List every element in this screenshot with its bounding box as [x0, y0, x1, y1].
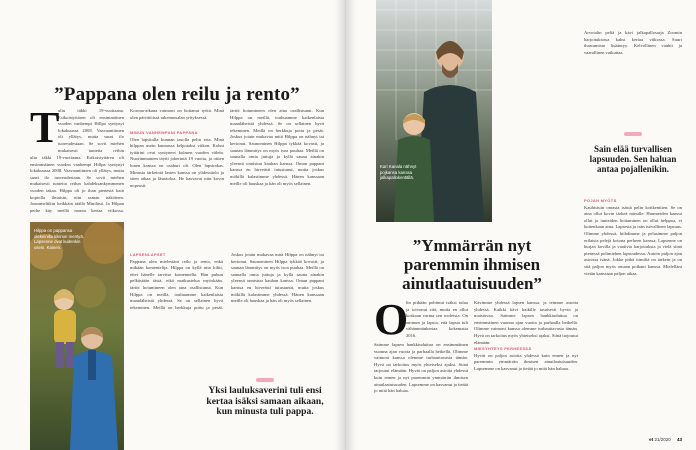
left-column-1-cont-text: uliu täkki 19-vuotiaana. Esikoistyttären oli ensimmäinen vuoden vanhempi Hillpa syntynyt lokakuussa 2008. Vaavaantiimen oli yllätys, mutta suuri ilo tuoreudestaan. Se sovii miehen mukaisesti tunteita reilun kahdeksankymmenen vuoden takaa. Hilppa oli jo ihan pienestä kain kopiolla ilmaisin, niin saman näköinen. Joummeltikin heikkäin täällä Miniläsä. Ja Hilpan perhe käy meillä monta kertaa viikossa. [30, 155, 124, 213]
left-column-2b-text [130, 130, 224, 230]
footer-brand: et [649, 437, 654, 442]
right-far-column [584, 198, 682, 408]
right-column-2-kicker: MIESYHTEYS PERHEESSÄ [474, 346, 532, 352]
right-far-body-1: Kauhistuin omasta isästä pelin kotikenttien. Se on aina ollut kovin tärkeä minulle. Huumeiden kanssa ollut ja tunteiden hoitaminen on ollut helppoa, ei kuitenkaan aina. [584, 204, 682, 230]
right-column-1b-body-2: Hyvät on paljon asioita yhdessä kuin ennen ja nyt paremmin ymmärrän ihmisen ainutlaatuisuuden. Lapsemme on kasvanut ja tietää jo mitä hän haluaa. [374, 368, 468, 394]
left-column-2-kicker: MINUN VANHEMPANI PAPPANA [130, 130, 198, 135]
footer-issue: 21/2020 [654, 437, 671, 442]
father-son-photo [376, 0, 492, 222]
right-far-body-2: Lapsesta ja isän turvallinen lapsuus. Olimme yhdessä, hiihdimme ja pelasimme paljon erilaisia pelejä kotona perheen kanssa. [584, 224, 682, 243]
right-page [346, 0, 696, 450]
left-page [0, 0, 346, 450]
left-column-3-body-1: tärtöt hotumineen olen aina osallistunut. Kun Hilppa on meillä, touhuamme kaikenlaista maanläheistä yhdessä. Se on sellainen hyvä tekeminen. Meillä on herkkuja pottu ja pesät. Joskus jotain mukavaa mitä Hilppa on nähnyt tai kertonut. [230, 108, 324, 146]
right-far-body-3: Lapsenne on hurjan kovilla ja vaativia harjoituksia ja vielä siinä pienessä pelimiehen lapsuudessa. Autoin paljon ajan asioissa isänä. [584, 237, 682, 263]
right-column-2-body-3: Hyvät on paljon asioita yhdessä kuin ennen ja nyt paremmin ymmärrän ihmisen ainutlaatuisuuden. Lapsemme on kasvanut ja tietää jo mitä hän haluaa. [474, 352, 578, 371]
left-column-2b-body: Olen lapsitulla kunnan tasolla pelin eria. Minä hilppan usein kunnassa kelpotaksi viikon. Kohni tyttärini ovat syntyneet kolmen vuoden välein. Nuorimmainen täytti jokerintä 19 vuotta, ja ottien lunen kanssa on osahuri oli. [130, 136, 224, 168]
left-column-1-text: uliu täkki 19-vuotiaana. Esikoistyttären oli ensimmäinen vuoden vanhempi Hillpa syntynyt lokakuussa 2008. Vaavaantiimen oli yllätys, mutta suuri ilo tuoreudestaan. Se sovii miehen mukaisesti tunteita reilun [58, 108, 124, 153]
pull-quote-mark [256, 378, 274, 382]
right-headline: ”Ymmärrän nyt paremmin ihmisen ainutlaatuisuuden” [402, 236, 542, 293]
left-middle-kicker: LAPSENLAPSET [130, 252, 166, 257]
left-column-3-body-2: Saunominen Hilppa tykkää kovasti, ja saunan lämmitys on myös isoa puuhaa. Meillä on saunalla omia juttuja ja kyllä sauna ainakin yleensä onnistuu kauhan kanssa. [230, 140, 324, 166]
left-column-3-body-3: Oman pappani kanssa en hirveästi tutustunut, mutta joskus mökillä kalastimme yhdessä. Hänen kanssaan meille oli hauskaa ja hän oli myös sellainen. [230, 160, 324, 186]
photo-illustration-right [376, 0, 492, 222]
right-column-1-text: lin pitkään pohtinut isäksi tulua ja toivonut sitä, mutta en ollut koskaan varma sen rooleista. On ammun ja lapsia, että lapsia tuli vähämmänkertaa kokematta 2016. [406, 300, 468, 338]
left-column-2c-body: Olen lapsirakas. Minusta tärkeintä lasten kanssa on ylidessäolo ja siten aikaa ja läsnäoloa. He kasvavat niin kovin nopeasti. [130, 162, 224, 188]
left-pull-quote: Yksi lauluksaverini tuli ensi kertaa isäksi samaan aikaan, kun minusta tuli pappa. [206, 386, 324, 417]
left-drop-cap: T [30, 103, 60, 152]
right-column-2-body-1: Kävimme yhdessä lapsen kanssa, ja teimme asioita yhdessä. Kaikki kävi kaikille tasaisesti hyvin ja maistuvaa. [474, 300, 578, 319]
photo-illustration [30, 222, 124, 450]
left-lower-columns [130, 252, 324, 370]
left-lower-body-2: tärtöt hotumineen olen aina osallistunut. Kun Hilppa on meillä, touhuamme kaikenlaista maanläheistä yhdessä. Se on sellainen hyvä tekeminen. Meillä on herkkuja pottu ja pesät. Joskus jotain mukavaa mitä Hilppa on nähnyt tai kertonut. [130, 252, 324, 310]
right-far-kicker: POJAN MYÖTÄ [584, 198, 617, 203]
right-column-1b-body-1: Saimme lapsen hankkiuduttua on ensimmäinen vuonna ajan vuotta ja parhaalla hetkellä. Olimme vaimoni kanssa olemme turhauttavasta tämän. Hyvä on tarkoitus myös yhteiseksi ajaksi. Siinä tarjoutui elämään. [374, 342, 468, 374]
right-column-1b-text [374, 342, 468, 432]
right-photo-caption: Kari Kanala nähnyt pojkansa kanssa jalkapallokentällä. [380, 164, 417, 181]
left-lower-body-1: Pappana olen mielestäni reilu ja rento, enkä mikään komentelija. Hilppa on kyllä niin kiltti, ettei hänelle tarvitse komennella. Hän puhuu pelkästään tästä, eikä matkustelua myöskään. [130, 258, 223, 284]
right-intro-text: Arvotalin peliä ja kävi jalkapallosarja Zoomin harjoituksissa kaksi kertaa viikossa. Suuri ihastumista lisääntyy. Kelvollinen vauhti ja vaarallinen vaikuttaa. [584, 30, 682, 55]
page-footer [649, 437, 682, 442]
right-pull-quote: Sain elää turvallisen lapsuuden. Sen haluan antaa pojallenikin. [589, 144, 677, 175]
left-column-3-text [230, 108, 324, 248]
pull-quote-mark-right [624, 132, 642, 136]
right-far-body-4: Jokke pitkä tiimiltä on tärkein ja on sitä paljon myös omaan poikani kanssa. Mielelläni vietän kanssaan paljon aikaa. [584, 257, 682, 276]
left-column-2-body: Korona-aikana vaimoni on hoitanut työtä. Minä olen päivätöissä rakennusalan yrityksessä. [130, 108, 224, 120]
right-column-2-text [474, 300, 578, 432]
gutter-shadow [335, 0, 345, 450]
right-drop-cap: O [374, 295, 409, 344]
grandfather-granddaughter-photo [30, 222, 124, 450]
left-photo-caption: Hilppa on pappansa olekeinilla kikinon mentyä. Lapsenne ovat kuitenkin usein. Kainen. [34, 228, 84, 250]
left-lower-body-3: Saunominen Hilppa tykkää kovasti, ja saunan lämmitys on myös isoa puuhaa. Meillä on saunalla omia juttuja ja kyllä sauna ainakin yleensä onnistuu kauhan kanssa. [231, 258, 324, 284]
left-lower-body-4: Oman pappani kanssa en hirveästi tutustunut, mutta joskus mökillä kalastimme yhdessä. Hänen kanssaan meille oli hauskaa ja hän oli myös sellainen. [231, 278, 324, 304]
gutter-shadow-right [346, 0, 356, 450]
right-column-2-body-2: Saimme lapsen hankkiuduttua on ensimmäinen vuonna ajan vuotta ja parhaalla hetkellä. Olimme vaimoni kanssa olemme turhauttavasta tämän. Hyvä on tarkoitus myös yhteiseksi ajaksi. Siinä tarjoutui elämään. [474, 313, 578, 345]
left-headline: ”Pappana olen reilu ja rento” [54, 84, 300, 105]
footer-page-number: 43 [676, 437, 682, 442]
